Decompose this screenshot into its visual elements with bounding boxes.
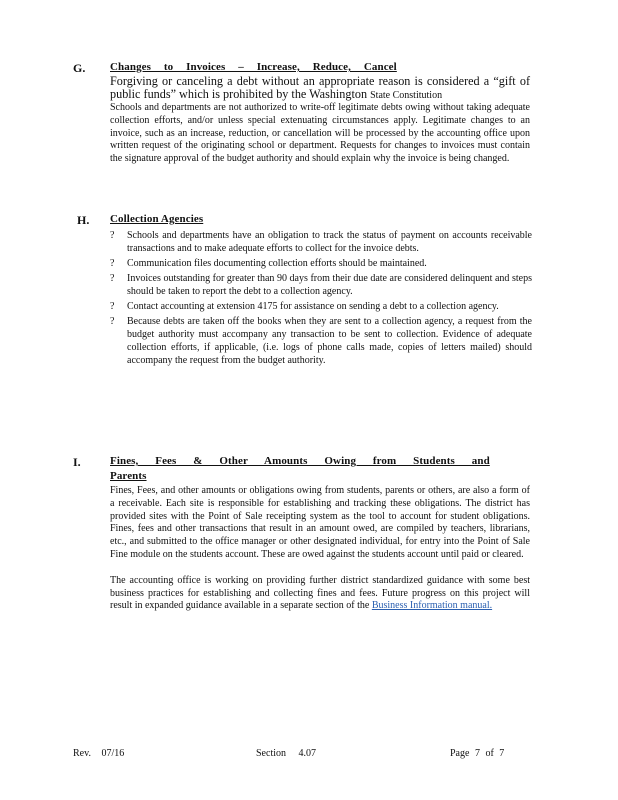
list-item-text: Communication files documenting collection efforts should be maintained. xyxy=(127,257,427,269)
section-g-title: Changes to Invoices – Increase, Reduce, Cancel xyxy=(110,61,397,73)
bullet-mark: ? xyxy=(110,301,115,313)
section-g-lead xyxy=(110,75,530,102)
section-i-title-line2: Parents xyxy=(110,470,147,482)
bullet-mark: ? xyxy=(110,316,115,328)
section-h-letter: H. xyxy=(77,213,90,227)
collection-agencies-list xyxy=(110,230,532,370)
list-item-text: Because debts are taken off the books when they are sent to a collection agency, a request from the budget authority must accompany any transaction to be sent to collection. Evidence of adequate collection efforts, if applicable, (i.e. logs of phone calls made, copies of letters mailed) should accompany the request from the budget authority. xyxy=(127,316,532,366)
section-i-title-line1: Fines, Fees & Other Amounts Owing from Students and xyxy=(110,455,490,467)
footer-page-number: Page 7 of 7 xyxy=(450,748,505,759)
section-i-paragraph-2 xyxy=(110,575,530,613)
section-g-letter: G. xyxy=(73,61,86,75)
list-item xyxy=(110,316,532,367)
bullet-mark: ? xyxy=(110,257,115,269)
business-information-manual-link[interactable]: Business Information manual. xyxy=(371,600,493,612)
section-i-letter: I. xyxy=(73,455,81,469)
list-item xyxy=(110,258,532,271)
list-item-text: Schools and departments have an obligation to track the status of payment on accounts receivable transactions and to make adequate efforts to collect for the invoice debts. xyxy=(127,230,532,254)
section-g-paragraph: Schools and departments are not authorized to write-off legitimate debts owing without taking adequate collection efforts, and/or unless special extenuating circumstances apply. Legitimate changes to an invoice, such as an increase, reduction, or cancellation will be processed by the accounting office upon written request of the originating school or department. Requests for changes to invoices must contain the signature approval of the budget authority and should explain why the invoice is being changed. xyxy=(110,102,530,165)
footer-revision: Rev. 07/16 xyxy=(73,748,125,759)
section-g-lead-tail: State Constitution xyxy=(370,90,443,101)
bullet-mark: ? xyxy=(110,273,115,285)
list-item-text: Invoices outstanding for greater than 90 days from their due date are considered delinquent and steps should be taken to report the debt to a collection agency. xyxy=(127,273,532,297)
section-i-body xyxy=(110,485,530,613)
list-item xyxy=(110,230,532,256)
section-g-body xyxy=(110,75,530,166)
bullet-mark: ? xyxy=(110,230,115,241)
list-item xyxy=(110,273,532,299)
section-i-paragraph-2-text: The accounting office is working on providing further district standardized guidance with some best business practices for establishing and collecting fines and fees. Future progress on this project will result in expanded guidance available in a separate section of the xyxy=(110,574,530,612)
list-item-text: Contact accounting at extension 4175 for assistance on sending a debt to a collection agency. xyxy=(127,301,499,313)
section-i-paragraph-1: Fines, Fees, and other amounts or obligations owing from students, parents or others, are also a form of a receivable. Each site is responsible for establishing and tracking these obligations. The district has provided sites with the Point of Sale receipting system as the tool to account for student obligations. Fines, fees and other transactions that result in an amount owed, are compiled by teachers, librarians, etc., and submitted to the office manager or other designated individual, for entry into the Point of Sale Fine module on the students account. These are owed against the students account until paid or cleared. xyxy=(110,485,530,560)
list-item xyxy=(110,301,532,314)
section-g-lead-text: Forgiving or canceling a debt without an appropriate reason is considered a “gift of public funds” which is prohibited by the Washington xyxy=(110,74,530,101)
footer-section: Section 4.07 xyxy=(256,748,316,759)
section-h-title: Collection Agencies xyxy=(110,213,204,225)
